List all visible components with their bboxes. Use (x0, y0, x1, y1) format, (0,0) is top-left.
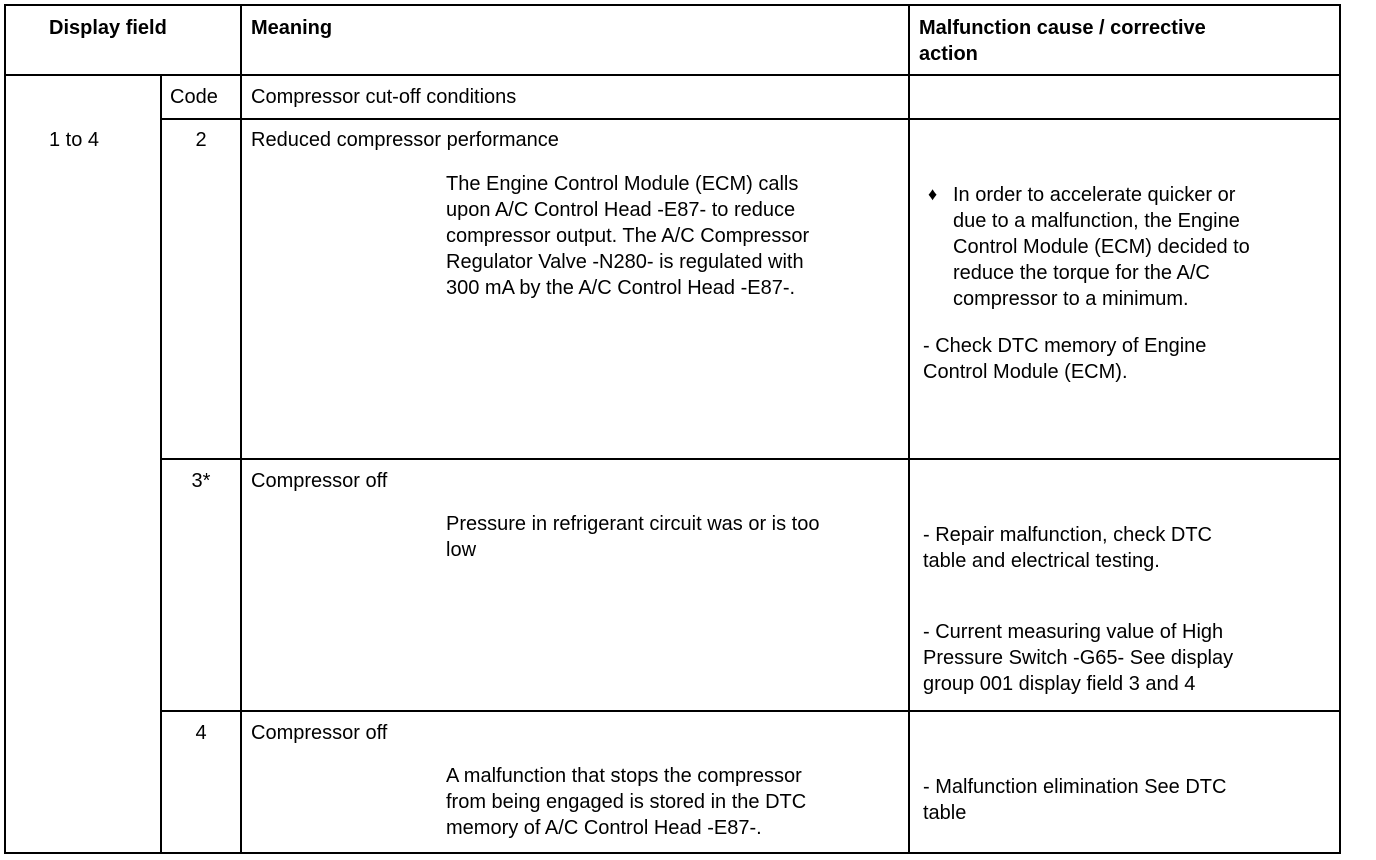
row-divider-3 (161, 710, 1341, 712)
header-display-field: Display field (49, 17, 167, 39)
row-4-action: - Malfunction elimination See DTC table (923, 776, 1227, 824)
display-range: 1 to 4 (49, 129, 100, 151)
row-2-action: - Check DTC memory of Engine Control Module (ECM). (923, 335, 1207, 383)
row-4-code: 4 (195, 722, 207, 744)
row-3-code: 3* (191, 470, 211, 492)
col-divider-cause (908, 4, 910, 854)
header-cause: Malfunction cause / corrective action (919, 17, 1206, 65)
row-divider-2 (161, 458, 1341, 460)
header-divider (5, 74, 1341, 76)
row-3-action-1: - Repair malfunction, check DTC table and electrical testing. (923, 524, 1212, 572)
header-meaning: Meaning (251, 17, 333, 39)
row-3-description: Pressure in refrigerant circuit was or is too low (446, 513, 820, 561)
code-label: Code (170, 86, 218, 108)
col-divider-meaning (240, 4, 242, 854)
table-border-bottom (5, 852, 1341, 854)
row-3-title: Compressor off (251, 470, 388, 492)
row-4-description: A malfunction that stops the compressor from being engaged is stored in the DTC memory of A/C Control Head -E87-. (446, 765, 807, 839)
table-border-right (1339, 4, 1341, 854)
row-2-bullet-text: In order to accelerate quicker or due to a malfunction, the Engine Control Module (ECM) decided to reduce the torque for the A/C compressor to a minimum. (953, 184, 1250, 310)
row-3-action-2: - Current measuring value of High Pressure Switch -G65- See display group 001 display field 3 and 4 (923, 621, 1234, 695)
code-title: Compressor cut-off conditions (251, 86, 517, 108)
row-divider-code (161, 118, 1341, 120)
row-2-title: Reduced compressor performance (251, 129, 559, 151)
diamond-bullet-icon: ♦ (928, 184, 938, 204)
row-2-description: The Engine Control Module (ECM) calls upon A/C Control Head -E87- to reduce compressor output. The A/C Compressor Regulator Valve -N280- is regulated with 300 mA by the A/C Control Head -E87-. (446, 173, 810, 299)
row-2-code: 2 (195, 129, 207, 151)
row-4-title: Compressor off (251, 722, 388, 744)
table-border-left (4, 4, 6, 854)
table-border-top (5, 4, 1341, 6)
